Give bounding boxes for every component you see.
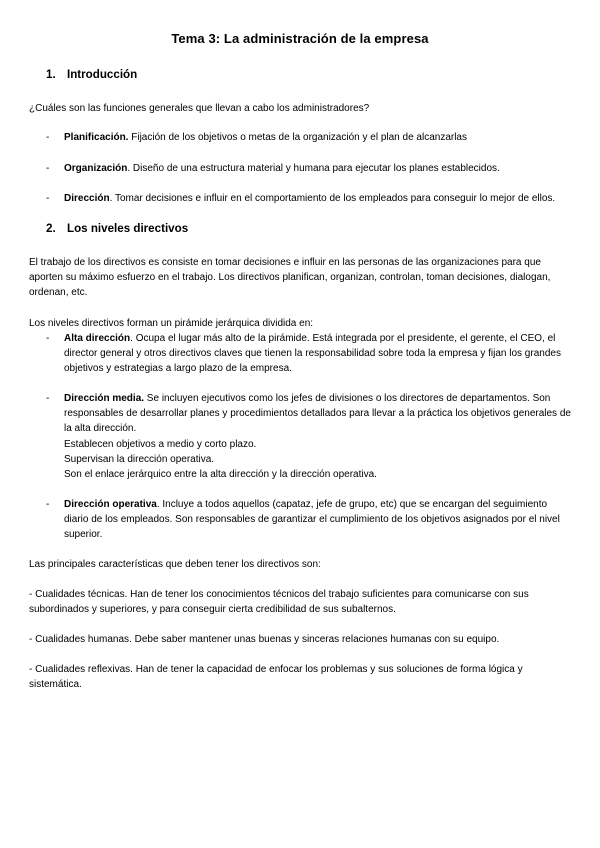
list-bullet: -: [46, 393, 50, 404]
qualities-intro: Las principales características que deben tener los directivos son:: [29, 559, 321, 570]
section-number: 1.: [46, 68, 56, 81]
list-extra-line: Establecen objetivos a medio y corto plazo.: [64, 438, 257, 450]
document-title: Tema 3: La administración de la empresa: [171, 31, 429, 46]
section-title: Introducción: [67, 68, 138, 81]
section-1-heading: [46, 68, 137, 81]
list-bullet: -: [46, 163, 50, 174]
section-number: 2.: [46, 222, 56, 235]
list-bullet: -: [46, 499, 50, 510]
list-text: . Tomar decisiones e influir en el comportamiento de los empleados para conseguir lo mejor de ellos.: [109, 193, 556, 204]
section-1-question: ¿Cuáles son las funciones generales que llevan a cabo los administradores?: [29, 103, 370, 114]
list-term: Dirección: [64, 193, 110, 204]
quality-paragraph: - Cualidades humanas. Debe saber mantener unas buenas y sinceras relaciones humanas con su equipo.: [29, 634, 500, 645]
list-text: Se incluyen ejecutivos como los jefes de divisiones o los directores de departamentos. Son responsables de desarrollar planes y procedimientos detallados para llevar a la práctica los objetivos generales de la alta dirección.: [64, 393, 571, 435]
list-term: Planificación.: [64, 132, 129, 143]
quality-paragraph: - Cualidades reflexivas. Han de tener la capacidad de enfocar los problemas y sus soluciones de forma lógica y sistemática.: [29, 664, 523, 691]
section-2-heading: [46, 222, 188, 235]
list-term: Organización: [64, 163, 128, 174]
section-title: Los niveles directivos: [67, 222, 189, 235]
list-bullet: -: [46, 333, 50, 344]
list-text: Fijación de los objetivos o metas de la organización y el plan de alcanzarlas: [128, 132, 467, 143]
pyramid-intro: Los niveles directivos forman un pirámide jerárquica dividida en:: [29, 318, 314, 329]
section-2-intro: El trabajo de los directivos es consiste en tomar decisiones e influir en las personas de las organizaciones para que aporten su máximo esfuerzo en el trabajo. Los directivos planifican, organizan, controlan, toman decisiones, dialogan, ordenan, etc.: [29, 257, 551, 299]
list-bullet: -: [46, 193, 50, 204]
list-bullet: -: [46, 132, 50, 143]
list-extra-line: Supervisan la dirección operativa.: [64, 453, 215, 465]
list-text: . Diseño de una estructura material y humana para ejecutar los planes establecidos.: [127, 163, 500, 174]
list-text: . Ocupa el lugar más alto de la pirámide. Está integrada por el presidente, el gerente, el CEO, el director general y otros directivos claves que tienen la responsabilidad sobre toda la empresa y fijan los grandes objetivos y estrategias a largo plazo de la empresa.: [64, 333, 561, 375]
list-term: Dirección operativa: [64, 499, 157, 510]
quality-paragraph: - Cualidades técnicas. Han de tener los conocimientos técnicos del trabajo suficientes para comunicarse con sus subordinados y superiores, y para conseguir cierta credibilidad de sus subalternos.: [29, 589, 529, 616]
list-extra-line: Son el enlace jerárquico entre la alta dirección y la dirección operativa.: [64, 469, 377, 481]
list-text: . Incluye a todos aquellos (capataz, jefe de grupo, etc) que se encargan del seguimiento diario de los empleados. Son responsables de garantizar el cumplimiento de los objetivos asignados por el nivel superior.: [64, 499, 560, 541]
list-term: Dirección media.: [64, 393, 145, 404]
list-term: Alta dirección: [64, 333, 131, 344]
